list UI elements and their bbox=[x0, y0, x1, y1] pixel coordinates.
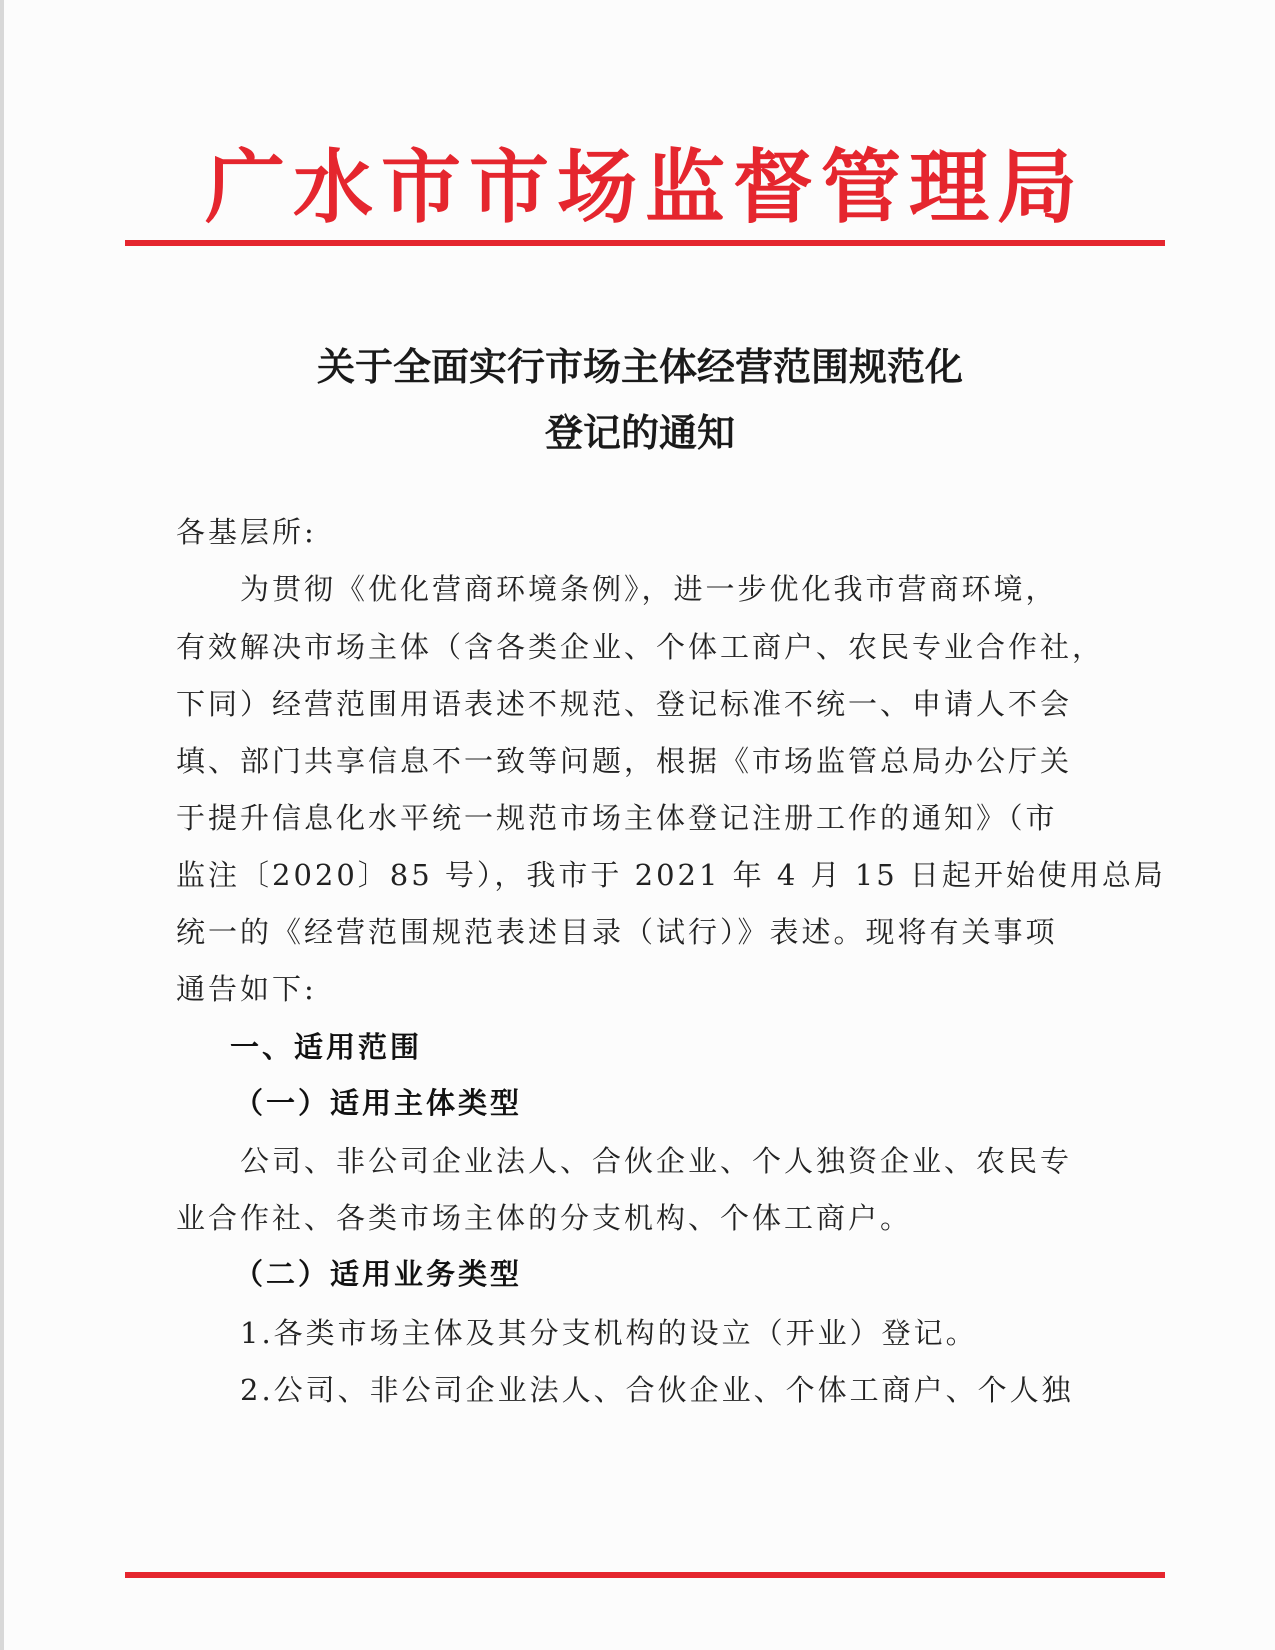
paragraph-line: 统一的《经营范围规范表述目录（试行）》表述。现将有关事项 bbox=[176, 915, 1058, 949]
document-title-line-2: 登记的通知 bbox=[544, 410, 735, 455]
letterhead-red-rule bbox=[125, 240, 1165, 246]
section-heading: 一、适用范围 bbox=[230, 1030, 423, 1064]
list-item: 2.公司、非公司企业法人、合伙企业、个体工商户、个人独 bbox=[240, 1373, 1074, 1407]
paragraph-line: 业合作社、各类市场主体的分支机构、个体工商户。 bbox=[176, 1201, 913, 1235]
footer-red-rule bbox=[125, 1572, 1165, 1578]
paragraph-line: 于提升信息化水平统一规范市场主体登记注册工作的通知》（市 bbox=[176, 801, 1058, 835]
list-item: 1.各类市场主体及其分支机构的设立（开业）登记。 bbox=[240, 1316, 978, 1350]
paragraph-line: 通告如下: bbox=[176, 972, 317, 1006]
paragraph-line: 监注〔2020〕85 号），我市于 2021 年 4 月 15 日起开始使用总局 bbox=[176, 858, 1166, 892]
paragraph-line: 下同）经营范围用语表述不规范、登记标准不统一、申请人不会 bbox=[176, 687, 1073, 721]
agency-letterhead: 广水市市场监督管理局 bbox=[205, 141, 1085, 234]
page-left-edge bbox=[0, 0, 4, 1650]
subsection-heading: （一）适用主体类型 bbox=[234, 1086, 523, 1120]
paragraph-line: 填、部门共享信息不一致等问题，根据《市场监管总局办公厅关 bbox=[176, 744, 1073, 778]
subsection-heading: （二）适用业务类型 bbox=[234, 1257, 523, 1291]
paragraph-line: 公司、非公司企业法人、合伙企业、个人独资企业、农民专 bbox=[240, 1144, 1073, 1178]
salutation: 各基层所: bbox=[176, 515, 317, 549]
paragraph-line: 为贯彻《优化营商环境条例》，进一步优化我市营商环境， bbox=[240, 572, 1058, 606]
document-title-line-1: 关于全面实行市场主体经营范围规范化 bbox=[316, 344, 963, 389]
paragraph-line: 有效解决市场主体（含各类企业、个体工商户、农民专业合作社， bbox=[176, 630, 1105, 664]
